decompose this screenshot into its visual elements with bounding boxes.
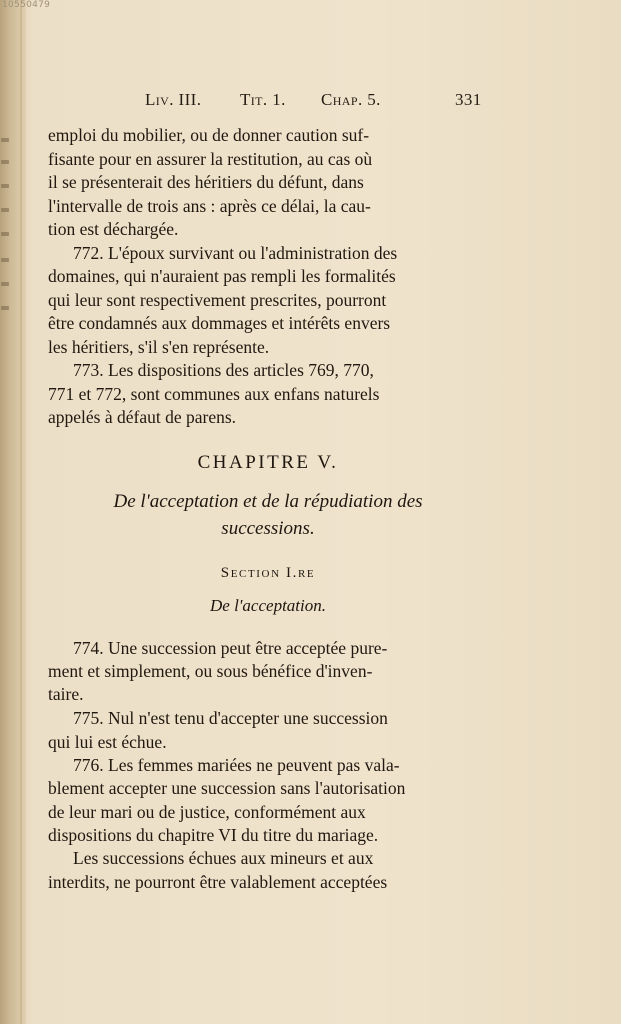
text-line: de leur mari ou de justice, conformément aux [48, 802, 366, 822]
header-book: Liv. III. [145, 90, 202, 109]
article-774-line: 774. Une succession peut être acceptée pure- [73, 638, 388, 658]
edge-mark [1, 184, 9, 188]
text-line: tion est déchargée. [48, 219, 179, 239]
text-line: l'intervalle de trois ans : après ce délai, la cau- [48, 196, 371, 216]
chapter-heading: CHAPITRE V. [197, 452, 339, 473]
edge-mark [1, 208, 9, 212]
gutter-fold-line [20, 0, 22, 1024]
edge-mark [1, 258, 9, 262]
edge-mark [1, 138, 9, 142]
header-chapter: Chap. 5. [321, 90, 381, 109]
text-line: blement accepter une succession sans l'autorisation [48, 778, 406, 798]
text-line: taire. [48, 684, 84, 704]
text-line: interdits, ne pourront être valablement acceptées [48, 872, 388, 892]
text-line: les héritiers, s'il s'en représente. [48, 337, 270, 357]
edge-mark [1, 160, 9, 164]
text-line: Les successions échues aux mineurs et aux [73, 848, 374, 868]
article-776-line: 776. Les femmes mariées ne peuvent pas vala- [73, 755, 400, 775]
text-line: il se présenterait des héritiers du défunt, dans [48, 172, 364, 192]
header-title: Tit. 1. [240, 90, 286, 109]
edge-mark [1, 306, 9, 310]
running-header [145, 90, 490, 114]
section-heading: Section I.re [220, 565, 316, 581]
text-line: emploi du mobilier, ou de donner caution suf- [48, 125, 370, 145]
text-line: qui lui est échue. [48, 732, 167, 752]
text-line: fisante pour en assurer la restitution, au cas où [48, 149, 373, 169]
page-gutter [0, 0, 26, 1024]
text-line: ment et simplement, ou sous bénéfice d'inven- [48, 661, 373, 681]
article-772-line: 772. L'époux survivant ou l'administration des [73, 243, 398, 263]
text-line: qui leur sont respectivement prescrites, pourront [48, 290, 387, 310]
chapter-title-line-2: successions. [221, 518, 315, 539]
section-title: De l'acceptation. [210, 596, 326, 615]
edge-mark [1, 232, 9, 236]
scan-identifier: 10550479 [2, 0, 51, 10]
chapter-title-line-1: De l'acceptation et de la répudiation des [113, 491, 423, 512]
text-line: appelés à défaut de parens. [48, 407, 237, 427]
page-number: 331 [455, 90, 482, 109]
article-773-line: 773. Les dispositions des articles 769, 770, [73, 360, 374, 380]
text-line: domaines, qui n'auraient pas rempli les formalités [48, 266, 396, 286]
text-line: être condamnés aux dommages et intérêts envers [48, 313, 391, 333]
text-line: 771 et 772, sont communes aux enfans naturels [48, 384, 380, 404]
article-775-line: 775. Nul n'est tenu d'accepter une succession [73, 708, 388, 728]
edge-mark [1, 282, 9, 286]
text-line: dispositions du chapitre VI du titre du mariage. [48, 825, 379, 845]
